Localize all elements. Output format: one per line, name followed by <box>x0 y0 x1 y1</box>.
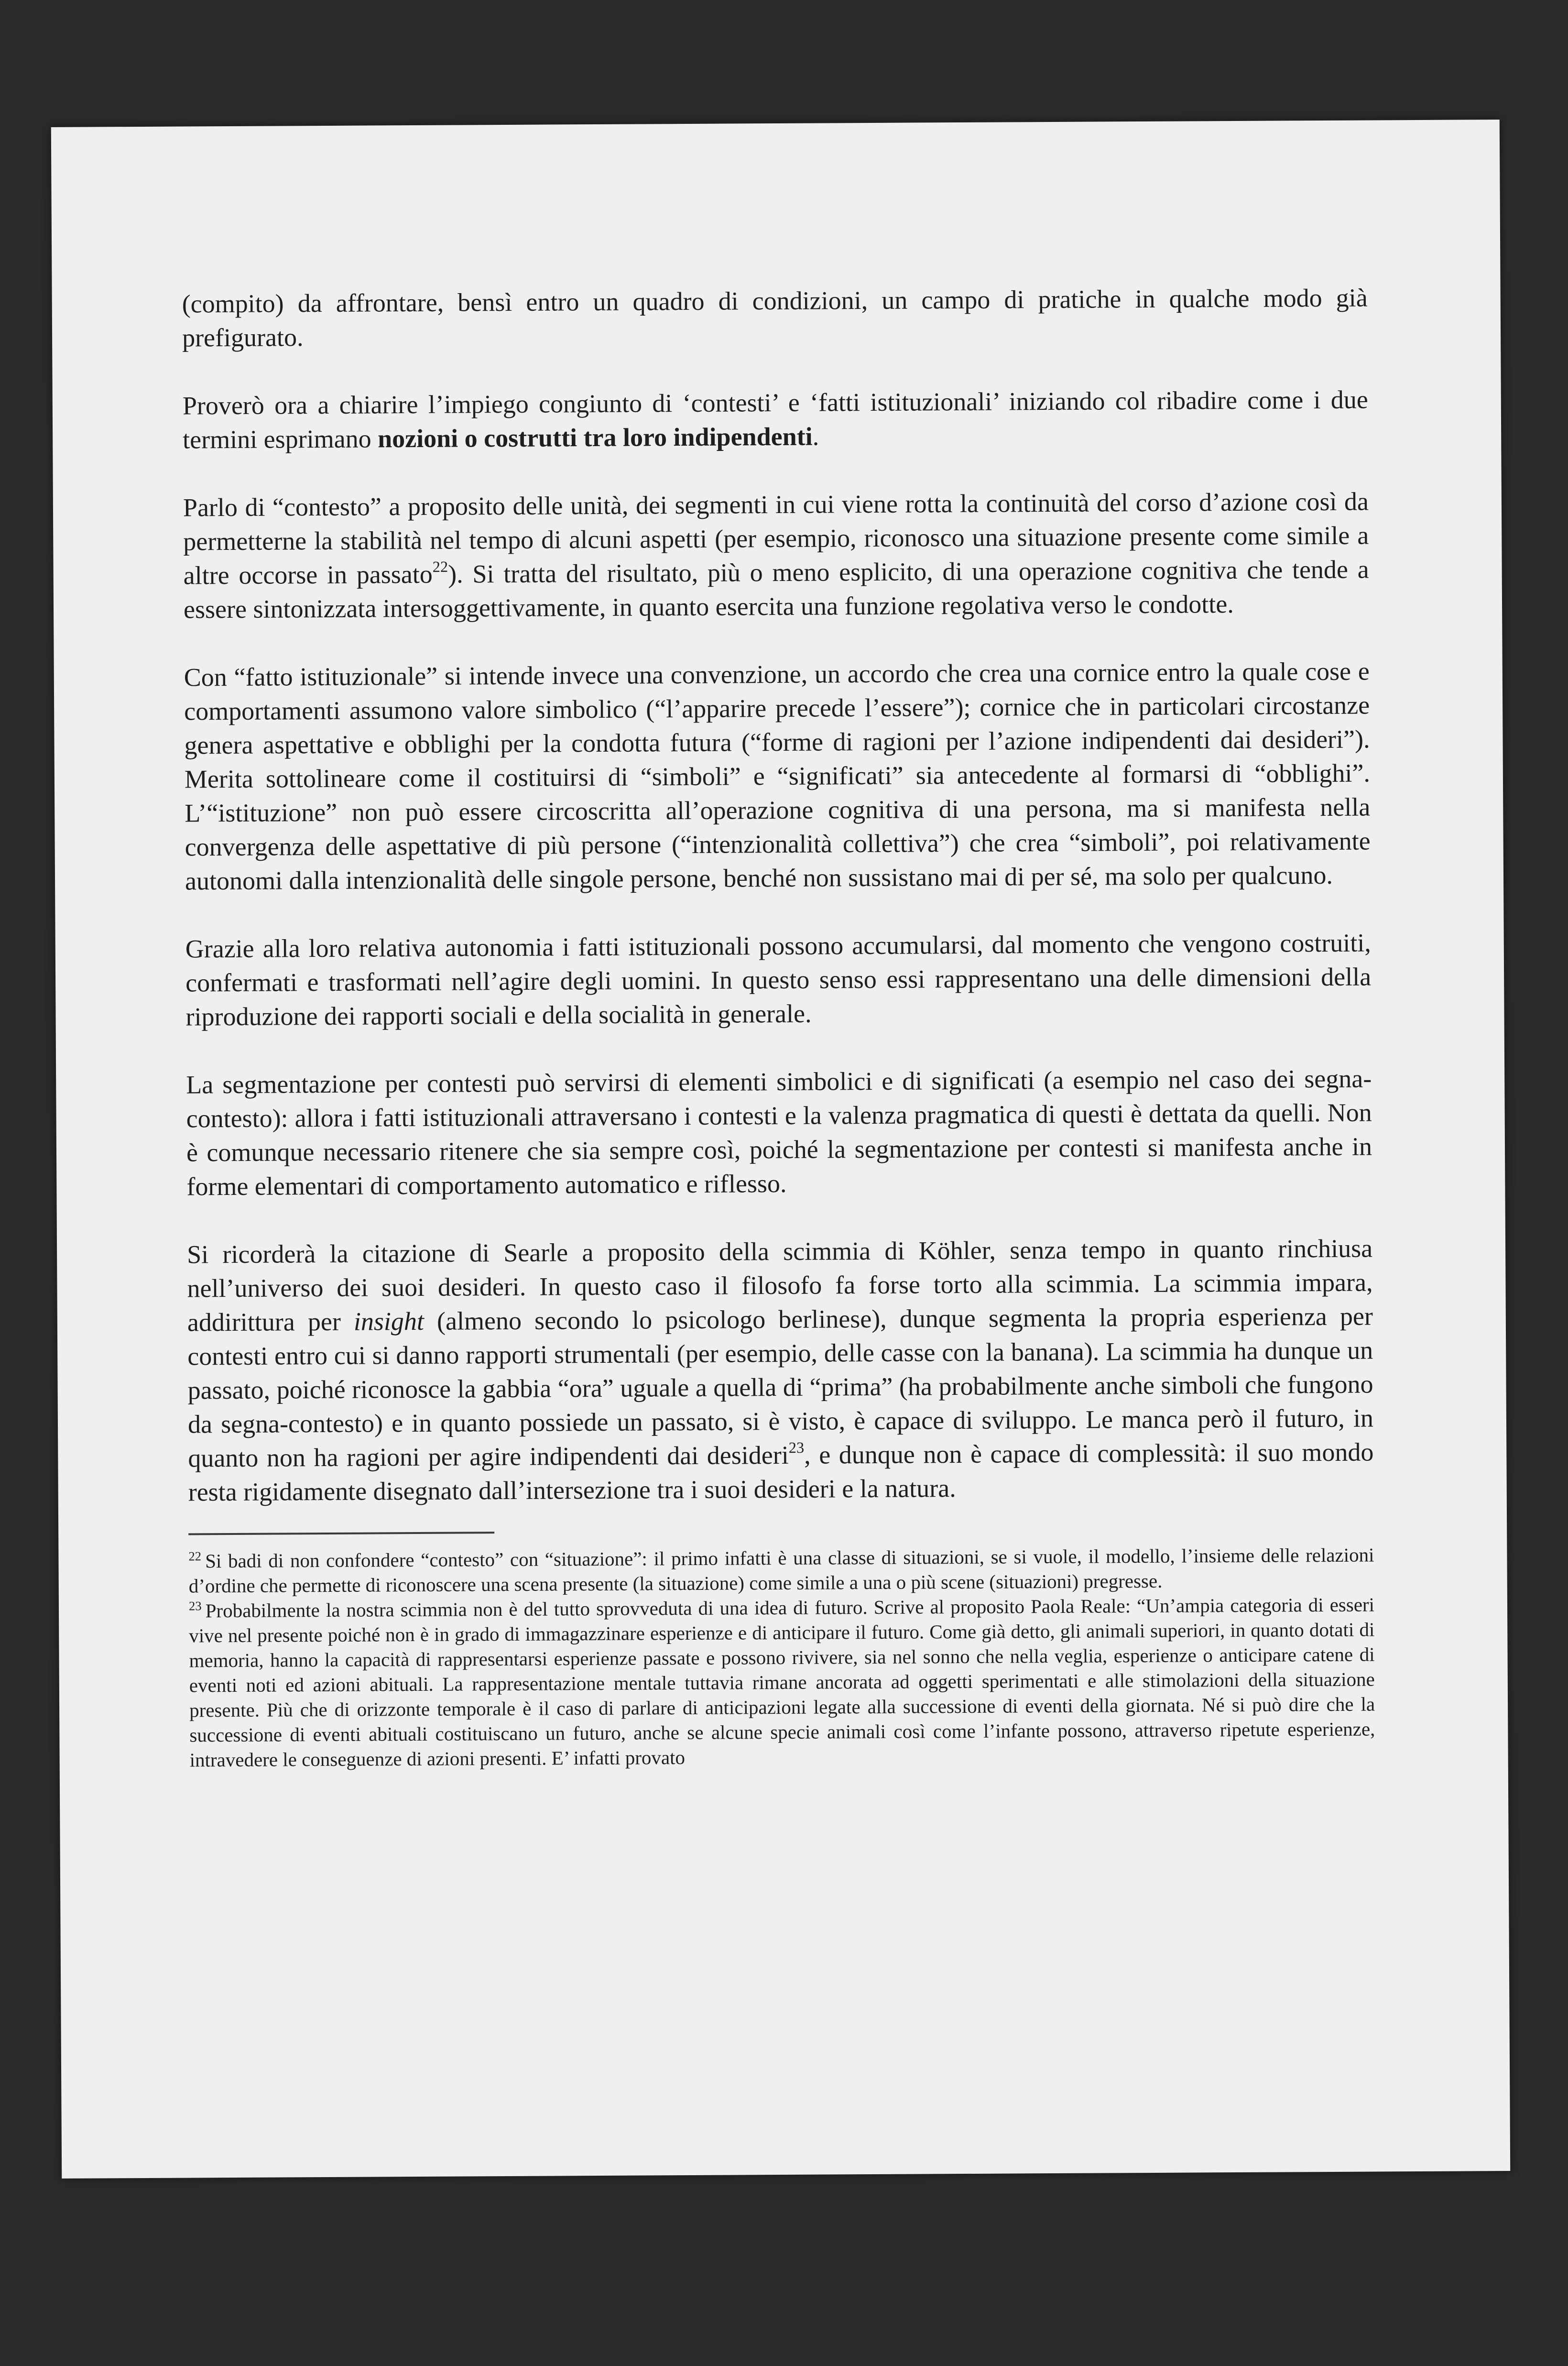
paragraph-2: Proverò ora a chiarire l’impiego congiunto di ‘contesti’ e ‘fatti istituzionali’ iniziando col ribadire come i due termini esprimano nozioni o costrutti tra loro indipendenti. <box>182 385 1368 454</box>
bold-phrase: nozioni o costrutti tra loro indipendenti <box>377 422 813 453</box>
footnote-22: $^{22}$ Si badi di non confondere “contesto” con “situazione”: il primo infatti è una classe di situazioni, se si vuole, il modello, l’insieme delle relazioni d’ordine che permette di riconoscere una scena presente (la situazione) come simile a una o più scene (situazioni) pregresse. <box>188 1544 1374 1597</box>
footnote-23: $^{23}$ Probabilmente la nostra scimmia non è del tutto sprovveduta di una idea di futuro. Scrive al proposito Paola Reale: “Un’ampia categoria di esseri vive nel presente poiché non è in grado di immagazzinare esperienze e di anticipare il futuro. Come già detto, gli animali superiori, in quanto dotati di memoria, hanno la capacità di rappresentarsi esperienze passate e possono rivivere, sia nel sonno che nella veglia, esperienze o anticipare catene di eventi noti ed azioni abituali. La rappresentazione mentale tuttavia rimane ancorata ad oggetti sperimentati e alle stimolazioni della situazione presente. Più che di orizzonte temporale è il caso di parlare di anticipazioni legate alla successione di eventi della giornata. Né si può dire che la successione di eventi abituali costituiscano un futuro, anche se alcune specie animali così come l’infante possono, attraverso ripetute esperienze, intravedere le conseguenze di azioni presenti. E’ infatti provato <box>188 1593 1375 1771</box>
paragraph-5: Grazie alla loro relativa autonomia i fatti istituzionali possono accumularsi, dal momento che vengono costruiti, confermati e trasformati nell’agire degli uomini. In questo senso essi rappresentano una delle dimensioni della riproduzione dei rapporti sociali e della socialità in generale. <box>185 928 1372 1031</box>
paragraph-3: Parlo di “contesto” a proposito delle unità, dei segmenti in cui viene rotta la continuità del corso d’azione così da permetterne la stabilità nel tempo di alcuni aspetti (per esempio, riconosco una situazione presente come simile a altre occorse in passato$^{22}$). Si tratta del risultato, più o meno esplicito, di una operazione cognitiva che tende a essere sintonizzata intersoggettivamente, in quanto esercita una funzione regolativa verso le condotte. <box>183 487 1369 624</box>
paragraph-1: (compito) da affrontare, bensì entro un quadro di condizioni, un campo di pratiche in qualche modo già prefigurato. <box>182 283 1368 352</box>
footnote-ref-23: 23 <box>788 1439 805 1457</box>
paragraph-6: La segmentazione per contesti può servirsi di elementi simbolici e di significati (a esempio nel caso dei segna-contesto): allora i fatti istituzionali attraversano i contesti e la valenza pragmatica di questi è dettata da quelli. Non è comunque necessario ritenere che sia sempre così, poiché la segmentazione per contesti si manifesta anche in forme elementari di comportamento automatico e riflesso. <box>186 1064 1372 1201</box>
paragraph-4: Con “fatto istituzionale” si intende invece una convenzione, un accordo che crea una cornice entro la quale cose e comportamenti assumono valore simbolico (“l’apparire precede l’essere”); cornice che in particolari circostanze genera aspettative e obblighi per la condotta futura (“forme di ragioni per l’azione indipendenti dai desideri”). Merita sottolineare come il costituirsi di “simboli” e “significati” sia antecedente al formarsi di “obblighi”. L’“istituzione” non può essere circoscritta all’operazione cognitiva di una persona, ma si manifesta nella convergenza delle aspettative di più persone (“intenzionalità collettiva”) che crea “simboli”, poi relativamente autonomi dalla intenzionalità delle singole persone, benché non sussistano mai di per sé, ma solo per qualcuno. <box>184 657 1371 896</box>
footnote-ref-22: 22 <box>432 558 448 576</box>
italic-word: insight <box>353 1306 425 1336</box>
footnote-separator <box>188 1532 494 1535</box>
footnote-number: 22 <box>188 1549 202 1564</box>
footnote-number: 23 <box>188 1599 202 1613</box>
page-content <box>182 281 1375 1773</box>
paragraph-7: Si ricorderà la citazione di Searle a proposito della scimmia di Köhler, senza tempo in quanto rinchiusa nell’universo dei suoi desideri. In questo caso il filosofo fa forse torto alla scimmia. La scimmia impara, addirittura per insight (almeno secondo lo psicologo berlinese), dunque segmenta la propria esperienza per contesti entro cui si danno rapporti strumentali (per esempio, delle casse con la banana). La scimmia ha dunque un passato, poiché riconosce la gabbia “ora” uguale a quella di “prima” (ha probabilmente anche simboli che fungono da segna-contesto) e in quanto possiede un passato, si è visto, è capace di sviluppo. Le manca però il futuro, in quanto non ha ragioni per agire indipendenti dai desideri$^{23}$, e dunque non è capace di complessità: il suo mondo resta rigidamente disegnato dall’intersezione tra i suoi desideri e la natura. <box>186 1234 1374 1507</box>
paper-page <box>51 120 1510 2179</box>
